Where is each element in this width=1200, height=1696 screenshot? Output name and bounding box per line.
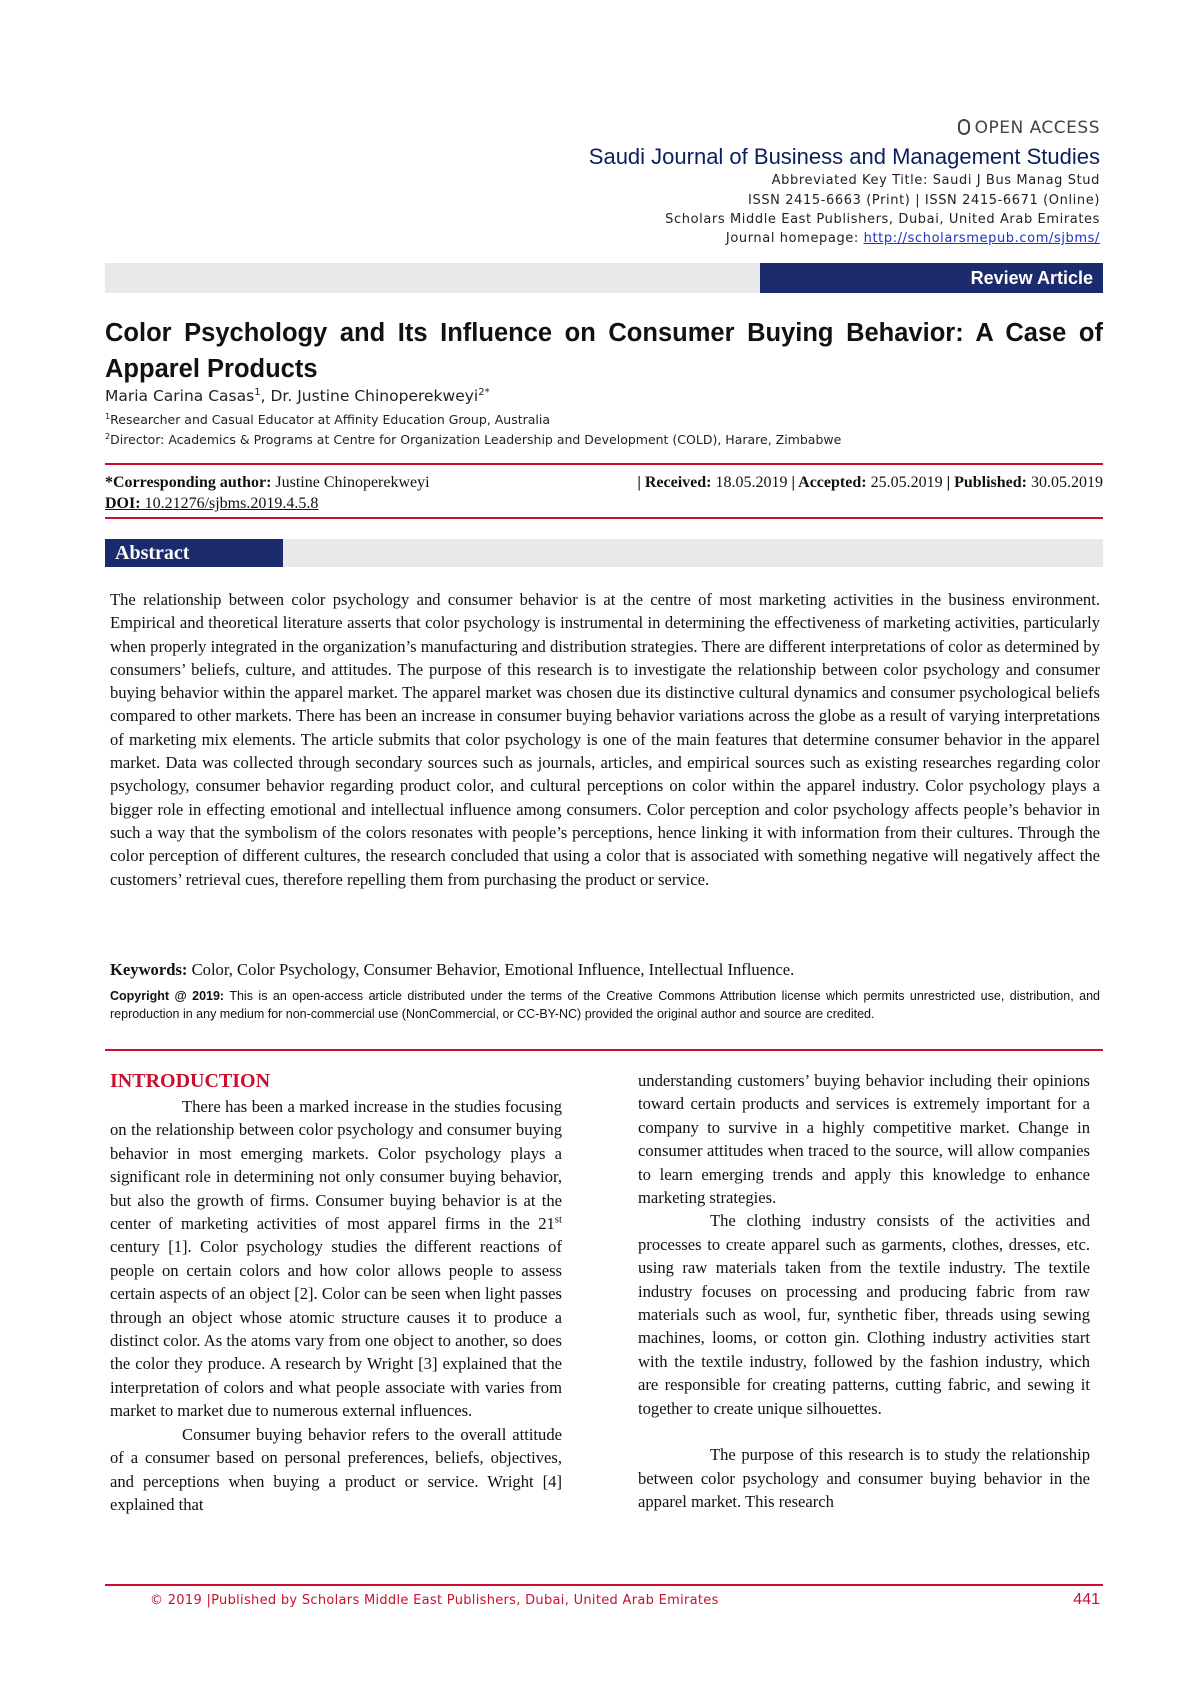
introduction-heading: INTRODUCTION (110, 1070, 271, 1092)
paragraph: The clothing industry consists of the activities and processes to create apparel such as garments, clothes, dresses, etc. using raw materials taken from the textile industry. The textile industry focuses on processing and producing fabric from raw materials such as wool, fur, synthetic fiber, threads using sewing machines, looms, or cotton gin. Clothing industry activities start with the textile industry, followed by the fashion industry, which are responsible for creating patterns, cutting fabric, and sewing it together to create unique silhouettes. (638, 1211, 1090, 1418)
doi (105, 495, 318, 513)
left-column (110, 1095, 562, 1516)
footer-text: © 2019 |Published by Scholars Middle East Publishers, Dubai, United Arab Emirates (150, 1593, 719, 1608)
paragraph: There has been a marked increase in the studies focusing on the relationship between color psychology and consumer buying behavior in most emerging markets. Color psychology plays a significant role in determining not only consumer buying behavior, but also the growth of firms. Consumer buying behavior is at the center of marketing activities of most apparel firms in the 21st century [1]. Color psychology studies the different reactions of people on certain colors and how color allows people to assess certain aspects of an object [2]. Color can be seen when light passes through an object whose atomic structure causes it to produce a distinct color. As the atoms vary from one object to another, so does the color they produce. A research by Wright [3] explained that the interpretation of colors and what people associate with varies from market to market due to numerous external influences. (110, 1097, 562, 1421)
abstract-text: The relationship between color psychology and consumer behavior is at the centre of most marketing activities in the business environment. Empirical and theoretical literature asserts that color psychology is instrumental in determining the effectiveness of marketing activities, particularly when properly integrated in the organization’s manufacturing and distribution strategies. There are different interpretations of color as determined by consumers’ beliefs, culture, and attitudes. The purpose of this research is to investigate the relationship between color psychology and consumer buying behavior within the apparel market. The apparel market was chosen due its distinctive cultural dynamics and consumer psychological beliefs compared to other markets. There has been an increase in consumer buying behavior variations across the globe as a result of varying interpretations of marketing mix elements. The article submits that color psychology is one of the main features that determine consumer behavior in the apparel market. Data was collected through secondary sources such as journals, articles, and empirical sources such as existing researches regarding color psychology, consumer behavior regarding product color, and cultural perceptions on color within the apparel industry. Color psychology plays a bigger role in effecting emotional and intellectual influence among consumers. Color perception and color psychology affects people’s behavior in such a way that the symbolism of the colors resonates with people’s perceptions, hence linking it with information from their cultures. Through the color perception of different cultures, the research concluded that using a color that is associated with something negative will negatively affect the customers’ retrieval cues, therefore repelling them from purchasing the product or service. (110, 590, 1100, 889)
right-column (638, 1069, 1090, 1513)
journal-homepage: Journal homepage: http://scholarsmepub.com/sjbms/ (725, 231, 1100, 246)
page-number: 441 (1073, 1591, 1100, 1608)
abbreviated-title: Abbreviated Key Title: Saudi J Bus Manag Stud (771, 173, 1100, 188)
footer-divider (105, 1584, 1103, 1586)
open-lock-icon (958, 119, 970, 135)
paragraph: The purpose of this research is to study the relationship between color psychology and consumer buying behavior in the apparel market. This research (638, 1445, 1090, 1511)
affiliation-2: $^2$Director: Academics & Programs at Centre for Organization Leadership and Development (COLD), Harare, Zimbabwe (105, 430, 842, 447)
divider-top (105, 463, 1103, 465)
journal-name: Saudi Journal of Business and Management Studies (588, 144, 1100, 169)
corresponding-author: *Corresponding author: Justine Chinoperekweyi (105, 474, 430, 491)
authors: Maria Carina Casas$^1$, Dr. Justine Chinoperekweyi$^{2*}$ (105, 386, 490, 405)
homepage-link[interactable]: http://scholarsmepub.com/sjbms/ (863, 231, 1100, 246)
copyright-notice: Copyright @ 2019: This is an open-access article distributed under the terms of the Creative Commons Attribution license which permits unrestricted use, distribution, and reproduction in any medium for non-commercial use (NonCommercial, or CC-BY-NC) provided the original author and source are credited. (110, 989, 1100, 1021)
header-bar (105, 263, 760, 293)
issn: ISSN 2415-6663 (Print) | ISSN 2415-6671 (Online) (748, 193, 1100, 208)
paragraph: Consumer buying behavior refers to the overall attitude of a consumer based on personal preferences, beliefs, objectives, and perceptions when buying a product or service. Wright [4] explained that (110, 1424, 562, 1514)
paragraph: understanding customers’ buying behavior including their opinions toward certain products and services is extremely important for a company to survive in a highly competitive market. Change in consumer attitudes when traced to the source, will allow companies to learn emerging trends and apply this knowledge to enhance marketing strategies. (638, 1071, 1090, 1208)
open-access-label: OPEN ACCESS (958, 118, 1100, 138)
affiliation-1: $^1$Researcher and Casual Educator at Affinity Education Group, Australia (105, 410, 551, 427)
article-type-badge: Review Article (760, 263, 1103, 293)
article-title: Color Psychology and Its Influence on Consumer Buying Behavior: A Case of Apparel Products (105, 319, 1103, 383)
keywords: Keywords: Color, Color Psychology, Consumer Behavior, Emotional Influence, Intellectual Influence. (110, 960, 795, 979)
publisher: Scholars Middle East Publishers, Dubai, United Arab Emirates (665, 212, 1100, 227)
doi-link[interactable]: DOI: 10.21276/sjbms.2019.4.5.8 (105, 495, 319, 512)
divider-abstract (105, 1049, 1103, 1051)
divider-doi (105, 517, 1103, 519)
article-dates: | Received: 18.05.2019 | Accepted: 25.05.2019 | Published: 30.05.2019 (637, 474, 1103, 491)
abstract-heading: Abstract (105, 539, 283, 567)
